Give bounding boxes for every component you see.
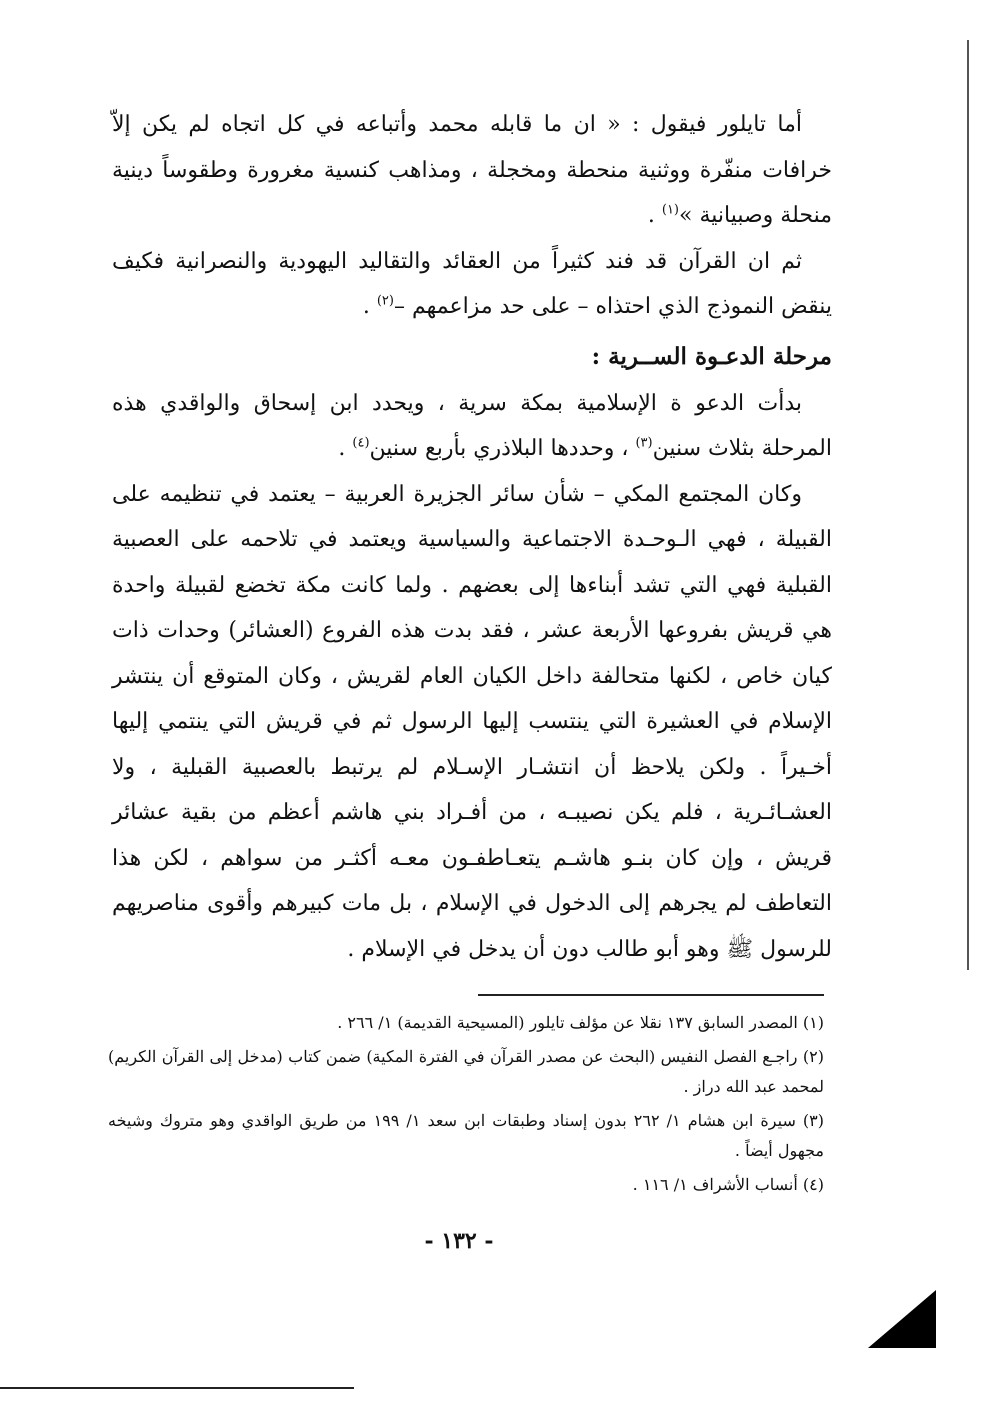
footnote-2: (٢) راجـع الفصل النفيس (البحث عن مصدر القرآن في الفترة المكية) ضمن كتاب (مدخل إلى القرآن الكريم) لمحمد عبد الله دراز . bbox=[108, 1047, 824, 1096]
footnote-ref-1[interactable]: (١) bbox=[661, 202, 679, 218]
footnote-4: (٤) أنساب الأشراف ١/ ١١٦ . bbox=[632, 1175, 824, 1194]
paragraph-secret-call bbox=[112, 381, 832, 472]
page-edge-line bbox=[967, 40, 969, 970]
footnotes bbox=[108, 1008, 824, 1204]
paragraph-meccan-society: وكان المجتمع المكي – شأن سائر الجزيرة العربية – يعتمد في تنظيمه على القبيلة ، فهي الـوحـدة الاجتماعية والسياسية ويعتمد في تلاحمه على العصبية القبلية فهي التي تشد أبناءها إلى بعضهم . ولما كانت مكة تخضع لقبيلة واحدة هي قريش بفروعها الأربعة عشر ، فقد بدت هذه الفروع (العشائر) وحدات ذات كيان خاص ، لكنها متحالفة داخل الكيان العام لقريش ، وكان المتوقع أن ينتشر الإسلام في العشيرة التي ينتسب إليها الرسول ثم في قريش التي ينتمي إليها أخـيراً . ولكن يلاحظ أن انتشـار الإسـلام لم يرتبط بالعصبية القبلية ، ولا العشـائـرية ، فلم يكن نصيبـه ، من أفـراد بني هاشم أعظم من بقية عشائر قريش ، وإن كان بنـو هاشـم يتعـاطفـون معـه أكثـر من سواهم ، لكن هذا التعاطف لم يجرهم إلى الدخول في الإسلام ، بل مات كبيرهم وأقوى مناصريهم للرسول ﷺ وهو أبو طالب دون أن يدخل في الإسلام . bbox=[112, 481, 832, 962]
paragraph-text: ثم ان القرآن قد فند كثيراً من العقائد والتقاليد اليهودية والنصرانية فكيف ينقض النموذج الذي احتذاه – على حد مزاعمهم – bbox=[112, 248, 832, 319]
paragraph-text: بدأت الدعو ة الإسلامية بمكة سرية ، ويحدد ابن إسحاق والواقدي هذه المرحلة بثلاث سنين bbox=[112, 390, 832, 461]
section-heading: مرحلة الدعـوة الســرية : bbox=[591, 342, 832, 370]
corner-triangle-mark bbox=[868, 1290, 936, 1348]
paragraph-end: . bbox=[362, 294, 377, 319]
paragraph-text: ، وحددها البلاذري بأربع سنين bbox=[369, 436, 636, 461]
footnote-ref-3[interactable]: (٣) bbox=[635, 435, 653, 451]
footnote-ref-4[interactable]: (٤) bbox=[352, 435, 370, 451]
footnote-separator bbox=[478, 994, 824, 996]
bottom-scan-line bbox=[0, 1387, 354, 1389]
page-number: - ١٣٢ - bbox=[424, 1228, 494, 1254]
footnote-ref-2[interactable]: (٢) bbox=[376, 293, 394, 309]
paragraph-end: . bbox=[338, 436, 353, 461]
paragraph-tylor-quote bbox=[112, 102, 832, 239]
footnote-3: (٣) سيرة ابن هشام ١/ ٢٦٢ بدون إسناد وطبقات ابن سعد ١/ ١٩٩ من طريق الواقدي وهو متروك وشيخه مجهول أيضاً . bbox=[108, 1111, 825, 1160]
paragraph-quran-refutes bbox=[112, 239, 832, 330]
paragraph-end: . bbox=[647, 203, 662, 228]
paragraph-text: أما تايلور فيقول : « ان ما قابله محمد وأتباعه في كل اتجاه لم يكن إلاّ خرافات منفّرة ووثنية منحطة ومخجلة ، ومذاهب كنسية مغرورة وطقوساً دينية منحلة وصبيانية » bbox=[112, 112, 832, 228]
footnote-1: (١) المصدر السابق ١٣٧ نقلا عن مؤلف تايلور (المسيحية القديمة) ١/ ٢٦٦ . bbox=[337, 1013, 824, 1032]
main-text bbox=[112, 102, 832, 972]
